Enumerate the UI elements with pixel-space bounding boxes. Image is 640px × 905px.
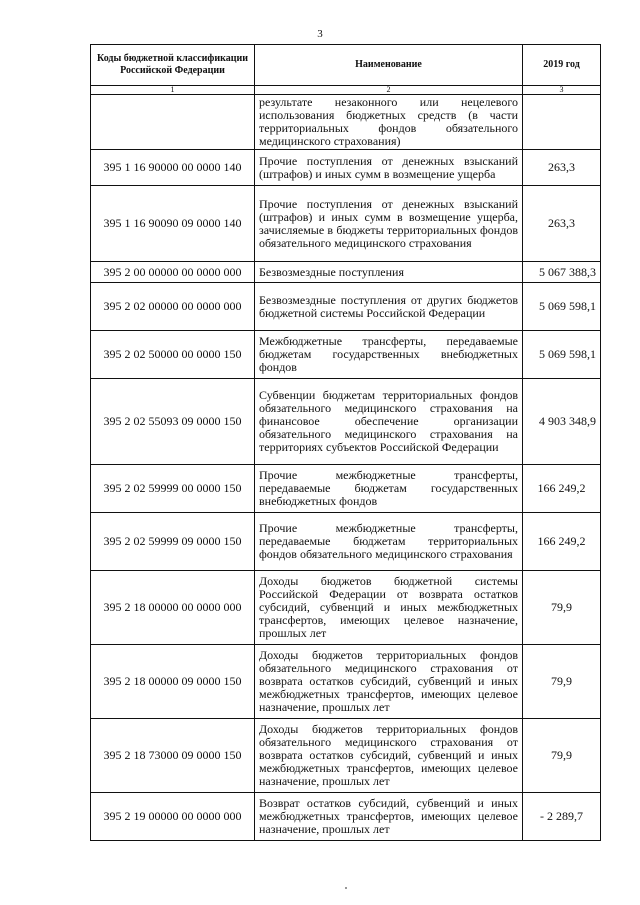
table-row	[91, 150, 601, 186]
scan-speck	[345, 887, 347, 889]
row-amount: 5 069 598,1	[523, 283, 601, 331]
table-row	[91, 465, 601, 513]
row-name: результате незаконного или нецелевого использования бюджетных средств (в части территориальных фондов обязательного медицинского страхования)	[255, 95, 523, 150]
row-code: 395 1 16 90000 00 0000 140	[91, 150, 255, 186]
row-name: Прочие межбюджетные трансферты, передаваемые бюджетам территориальных фондов обязательного медицинского страхования	[255, 513, 523, 571]
row-name: Прочие межбюджетные трансферты, передаваемые бюджетам государственных внебюджетных фондов	[255, 465, 523, 513]
row-code: 395 2 18 73000 09 0000 150	[91, 719, 255, 793]
row-code: 395 2 19 00000 00 0000 000	[91, 793, 255, 841]
table-row	[91, 513, 601, 571]
row-name: Доходы бюджетов бюджетной системы Российской Федерации от возврата остатков субсидий, субвенций и иных межбюджетных трансфертов, имеющих целевое назначение, прошлых лет	[255, 571, 523, 645]
table-row	[91, 331, 601, 379]
row-amount: 263,3	[523, 150, 601, 186]
row-code: 395 2 02 00000 00 0000 000	[91, 283, 255, 331]
row-code: 395 2 18 00000 00 0000 000	[91, 571, 255, 645]
column-number-1: 1	[91, 86, 255, 95]
table-row	[91, 262, 601, 283]
table-row	[91, 571, 601, 645]
row-name: Межбюджетные трансферты, передаваемые бюджетам государственных внебюджетных фондов	[255, 331, 523, 379]
row-amount: 79,9	[523, 719, 601, 793]
column-number-row	[91, 86, 601, 95]
row-name: Доходы бюджетов территориальных фондов обязательного медицинского страхования от возврата остатков субсидий, субвенций и иных межбюджетных трансфертов, имеющих целевое назначение, прошлых лет	[255, 645, 523, 719]
row-name: Возврат остатков субсидий, субвенций и иных межбюджетных трансфертов, имеющих целевое назначение, прошлых лет	[255, 793, 523, 841]
row-amount: 263,3	[523, 186, 601, 262]
table-header-row	[91, 45, 601, 86]
row-amount: 166 249,2	[523, 465, 601, 513]
row-amount	[523, 95, 601, 150]
table-row	[91, 95, 601, 150]
table-row	[91, 379, 601, 465]
row-code: 395 2 18 00000 09 0000 150	[91, 645, 255, 719]
row-amount: 5 069 598,1	[523, 331, 601, 379]
table-row	[91, 186, 601, 262]
table-row	[91, 645, 601, 719]
row-code: 395 2 02 50000 00 0000 150	[91, 331, 255, 379]
row-amount: 5 067 388,3	[523, 262, 601, 283]
table-row	[91, 283, 601, 331]
table-row	[91, 793, 601, 841]
column-number-2: 2	[255, 86, 523, 95]
row-name: Безвозмездные поступления от других бюджетов бюджетной системы Российской Федерации	[255, 283, 523, 331]
row-code: 395 2 02 55093 09 0000 150	[91, 379, 255, 465]
row-name: Прочие поступления от денежных взысканий (штрафов) и иных сумм в возмещение ущерба, зачисляемые в бюджеты территориальных фондов обязательного медицинского страхования	[255, 186, 523, 262]
header-year: 2019 год	[523, 45, 601, 86]
row-code: 395 1 16 90090 09 0000 140	[91, 186, 255, 262]
row-name: Безвозмездные поступления	[255, 262, 523, 283]
page-number: 3	[317, 28, 323, 40]
header-name: Наименование	[255, 45, 523, 86]
row-name: Прочие поступления от денежных взысканий (штрафов) и иных сумм в возмещение ущерба	[255, 150, 523, 186]
budget-table	[90, 44, 601, 841]
row-amount: 4 903 348,9	[523, 379, 601, 465]
row-amount: 79,9	[523, 645, 601, 719]
row-code: 395 2 02 59999 00 0000 150	[91, 465, 255, 513]
row-code: 395 2 00 00000 00 0000 000	[91, 262, 255, 283]
row-name: Доходы бюджетов территориальных фондов обязательного медицинского страхования от возврата остатков субсидий, субвенций и иных межбюджетных трансфертов, имеющих целевое назначение, прошлых лет	[255, 719, 523, 793]
row-amount: 166 249,2	[523, 513, 601, 571]
column-number-3: 3	[523, 86, 601, 95]
table-row	[91, 719, 601, 793]
header-code: Коды бюджетной классификации Российской Федерации	[91, 45, 255, 86]
row-code: 395 2 02 59999 09 0000 150	[91, 513, 255, 571]
row-code	[91, 95, 255, 150]
row-amount: 79,9	[523, 571, 601, 645]
row-name: Субвенции бюджетам территориальных фондов обязательного медицинского страхования на финансовое обеспечение организации обязательного медицинского страхования на территориях субъектов Российской Федерации	[255, 379, 523, 465]
row-amount: - 2 289,7	[523, 793, 601, 841]
